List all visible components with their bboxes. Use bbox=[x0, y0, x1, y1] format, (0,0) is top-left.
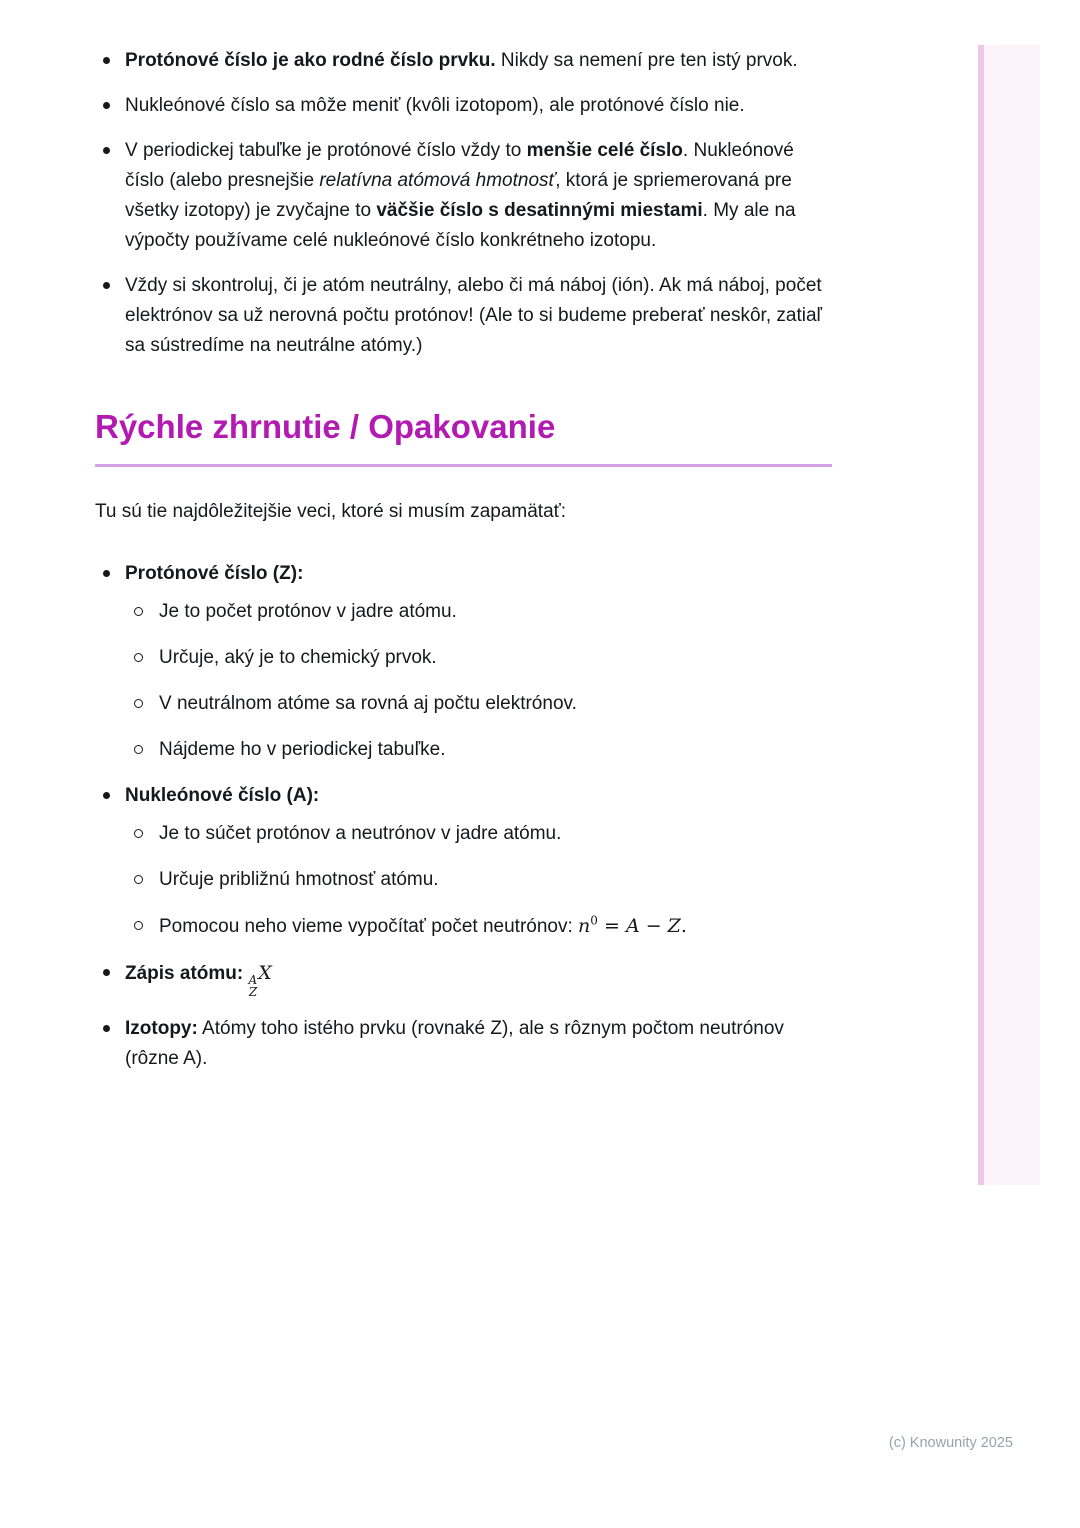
proton-sub-list bbox=[125, 597, 832, 765]
sub-item-text: V neutrálnom atóme sa rovná aj počtu elektrónov. bbox=[159, 692, 577, 714]
summary-nucleon-number bbox=[95, 781, 832, 942]
bullet-text: Nikdy sa nemení pre ten istý prvok. bbox=[495, 50, 798, 71]
bullet-text: Vždy si skontroluj, či je atóm neutrálny, alebo či má náboj (ión). Ak má náboj, počet elektrónov sa už nerovná počtu protónov! (Ale to si budeme preberať neskôr, zatiaľ sa sústredíme na neutrálne atómy.) bbox=[125, 275, 823, 357]
sub-item bbox=[125, 643, 832, 673]
formula-period: . bbox=[680, 914, 687, 937]
formula-variable-A: A bbox=[625, 914, 640, 937]
formula-equals: = bbox=[597, 914, 626, 937]
summary-bullet-list bbox=[95, 559, 832, 1074]
summary-item-title: Izotopy: bbox=[125, 1018, 198, 1040]
right-accent-stripe bbox=[978, 45, 1040, 1185]
sub-item bbox=[125, 819, 832, 849]
bullet-nucleon-changes bbox=[95, 91, 832, 121]
bullet-text: V periodickej tabuľke je protónové číslo vždy to bbox=[125, 140, 527, 162]
formula-minus: − bbox=[639, 914, 668, 937]
section-heading: Rýchle zhrnutie / Opakovanie bbox=[95, 408, 556, 446]
bullet-text: . My ale na výpočty používame celé nukleónové číslo konkrétneho izotopu. bbox=[125, 200, 796, 252]
summary-proton-number bbox=[95, 559, 832, 765]
section-intro-paragraph: Tu sú tie najdôležitejšie veci, ktoré si musím zapamätať: bbox=[95, 500, 567, 522]
bullet-italic-text: relatívna atómová hmotnosť bbox=[319, 170, 556, 192]
sub-item-text: Určuje, aký je to chemický prvok. bbox=[159, 646, 437, 668]
summary-isotopes bbox=[95, 1014, 832, 1074]
nucleon-sub-list bbox=[125, 819, 832, 942]
bullet-bold-text: väčšie číslo s desatinnými miestami bbox=[376, 200, 703, 222]
formula-variable-n: n bbox=[578, 914, 591, 937]
bullet-text: Nukleónové číslo sa môže meniť (kvôli izotopom), ale protónové číslo nie. bbox=[125, 95, 745, 117]
notation-element-symbol: X bbox=[258, 961, 272, 984]
document-body bbox=[95, 46, 832, 1089]
sub-item bbox=[125, 911, 832, 942]
bullet-text: , ktorá je spriemerovaná pre všetky izotopy) je zvyčajne to bbox=[125, 170, 792, 222]
bullet-periodic-table bbox=[95, 136, 832, 256]
notation-mass-number: A bbox=[248, 972, 258, 987]
sub-item bbox=[125, 689, 832, 719]
notation-proton-number: Z bbox=[248, 985, 258, 1000]
bullet-proton-id bbox=[95, 46, 832, 76]
sub-item bbox=[125, 865, 832, 895]
bullet-bold-text: menšie celé číslo bbox=[526, 140, 683, 162]
summary-item-text: Atómy toho istého prvku (rovnaké Z), ale s rôznym počtom neutrónov (rôzne A). bbox=[125, 1018, 784, 1070]
notation-prescripts bbox=[249, 974, 258, 999]
sub-item-text: Nájdeme ho v periodickej tabuľke. bbox=[159, 738, 446, 760]
intro-bullet-list bbox=[95, 46, 832, 361]
sub-item-text: Je to počet protónov v jadre atómu. bbox=[159, 600, 457, 622]
summary-atom-notation bbox=[95, 958, 832, 999]
footer-credit: (c) Knowunity 2025 bbox=[888, 1435, 1013, 1451]
bullet-bold-text: Protónové číslo je ako rodné číslo prvku. bbox=[125, 50, 496, 71]
formula-superscript-zero: 0 bbox=[590, 913, 598, 928]
atom-notation-formula bbox=[248, 961, 272, 1000]
bullet-neutral-check bbox=[95, 271, 832, 361]
sub-item-text: Určuje približnú hmotnosť atómu. bbox=[159, 868, 439, 890]
heading-underline-rule bbox=[95, 464, 832, 467]
sub-item-text: Je to súčet protónov a neutrónov v jadre atómu. bbox=[159, 822, 562, 844]
summary-item-title: Zápis atómu: bbox=[125, 962, 244, 984]
bullet-text: . Nukleónové číslo (alebo presnejšie bbox=[125, 140, 794, 192]
neutron-count-formula bbox=[578, 915, 687, 937]
summary-item-title: Nukleónové číslo (A): bbox=[125, 784, 320, 806]
summary-item-title: Protónové číslo (Z): bbox=[125, 562, 304, 584]
sub-item bbox=[125, 735, 832, 765]
formula-variable-Z: Z bbox=[667, 914, 681, 937]
sub-item-text: Pomocou neho vieme vypočítať počet neutrónov: bbox=[159, 915, 573, 937]
sub-item bbox=[125, 597, 832, 627]
